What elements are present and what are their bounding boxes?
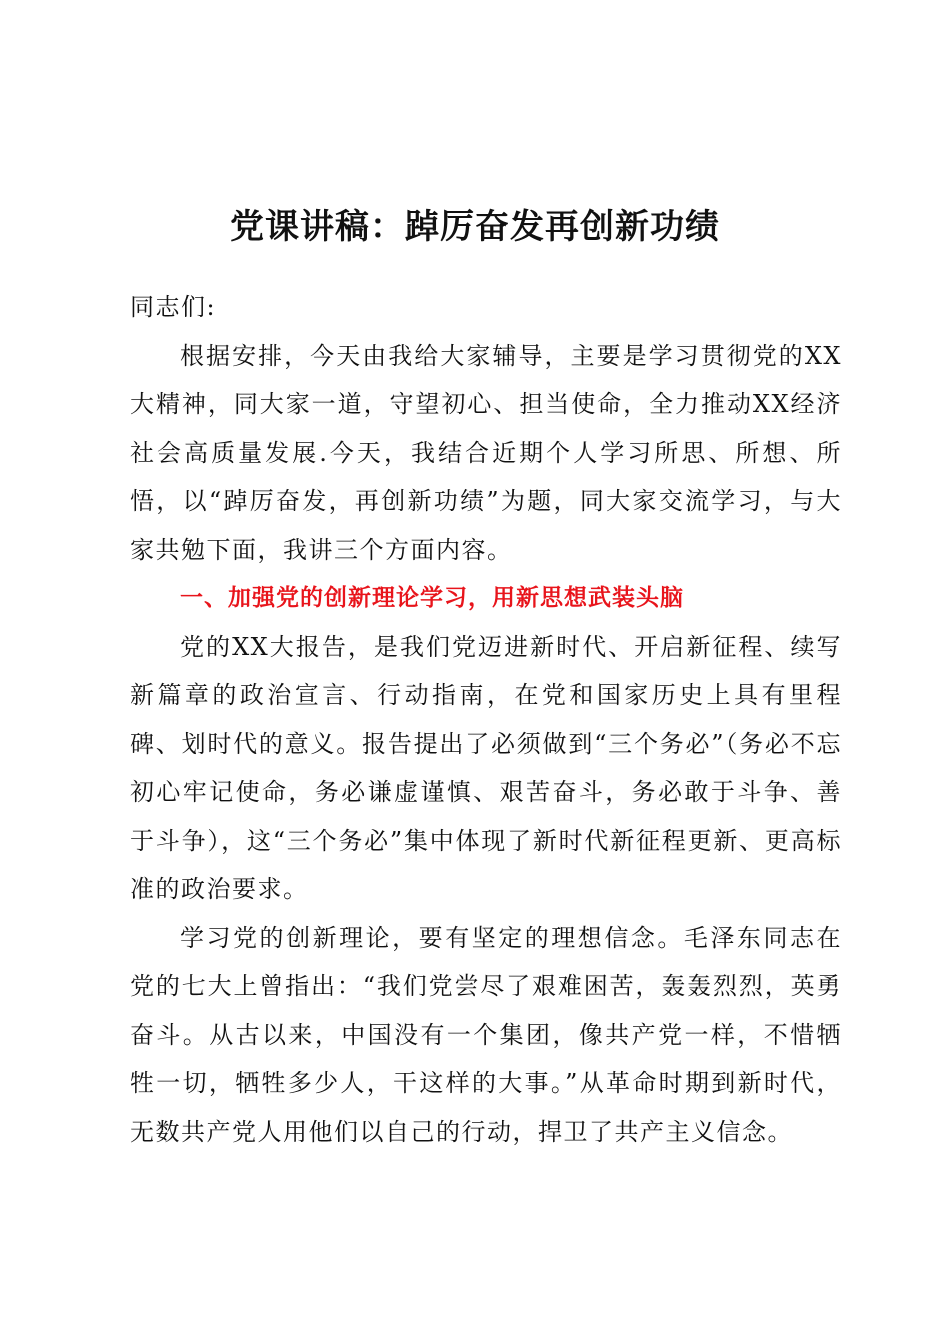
section-heading-1: 一、加强党的创新理论学习，用新思想武装头脑 bbox=[180, 585, 684, 611]
document-body bbox=[130, 283, 842, 1156]
intro-paragraph: 根据安排，今天由我给大家辅导，主要是学习贯彻党的XX大精神，同大家一道，守望初心、担当使命，全力推动XX经济社会高质量发展.今天，我结合近期个人学习所思、所想、所悟，以“踔厉奋发，再创新功绩”为题，同大家交流学习，与大家共勉下面，我讲三个方面内容。 bbox=[130, 341, 842, 564]
section-1-paragraph-2: 学习党的创新理论，要有坚定的理想信念。毛泽东同志在党的七大上曾指出：“我们党尝尽了艰难困苦，轰轰烈烈，英勇奋斗。从古以来，中国没有一个集团，像共产党一样，不惜牺牲一切，牺牲多少人，干这样的大事。”从革命时期到新时代，无数共产党人用他们以自己的行动，捍卫了共产主义信念。 bbox=[130, 923, 842, 1146]
salutation: 同志们: bbox=[130, 293, 217, 321]
document-title: 党课讲稿：踔厉奋发再创新功绩 bbox=[230, 207, 720, 247]
section-1-paragraph-1: 党的XX大报告，是我们党迈进新时代、开启新征程、续写新篇章的政治宣言、行动指南，在党和国家历史上具有里程碑、划时代的意义。报告提出了必须做到“三个务必”（务必不忘初心牢记使命，务必谦虚谨慎、艰苦奋斗，务必敢于斗争、善于斗争），这“三个务必”集中体现了新时代新征程更新、更高标准的政治要求。 bbox=[130, 632, 842, 903]
